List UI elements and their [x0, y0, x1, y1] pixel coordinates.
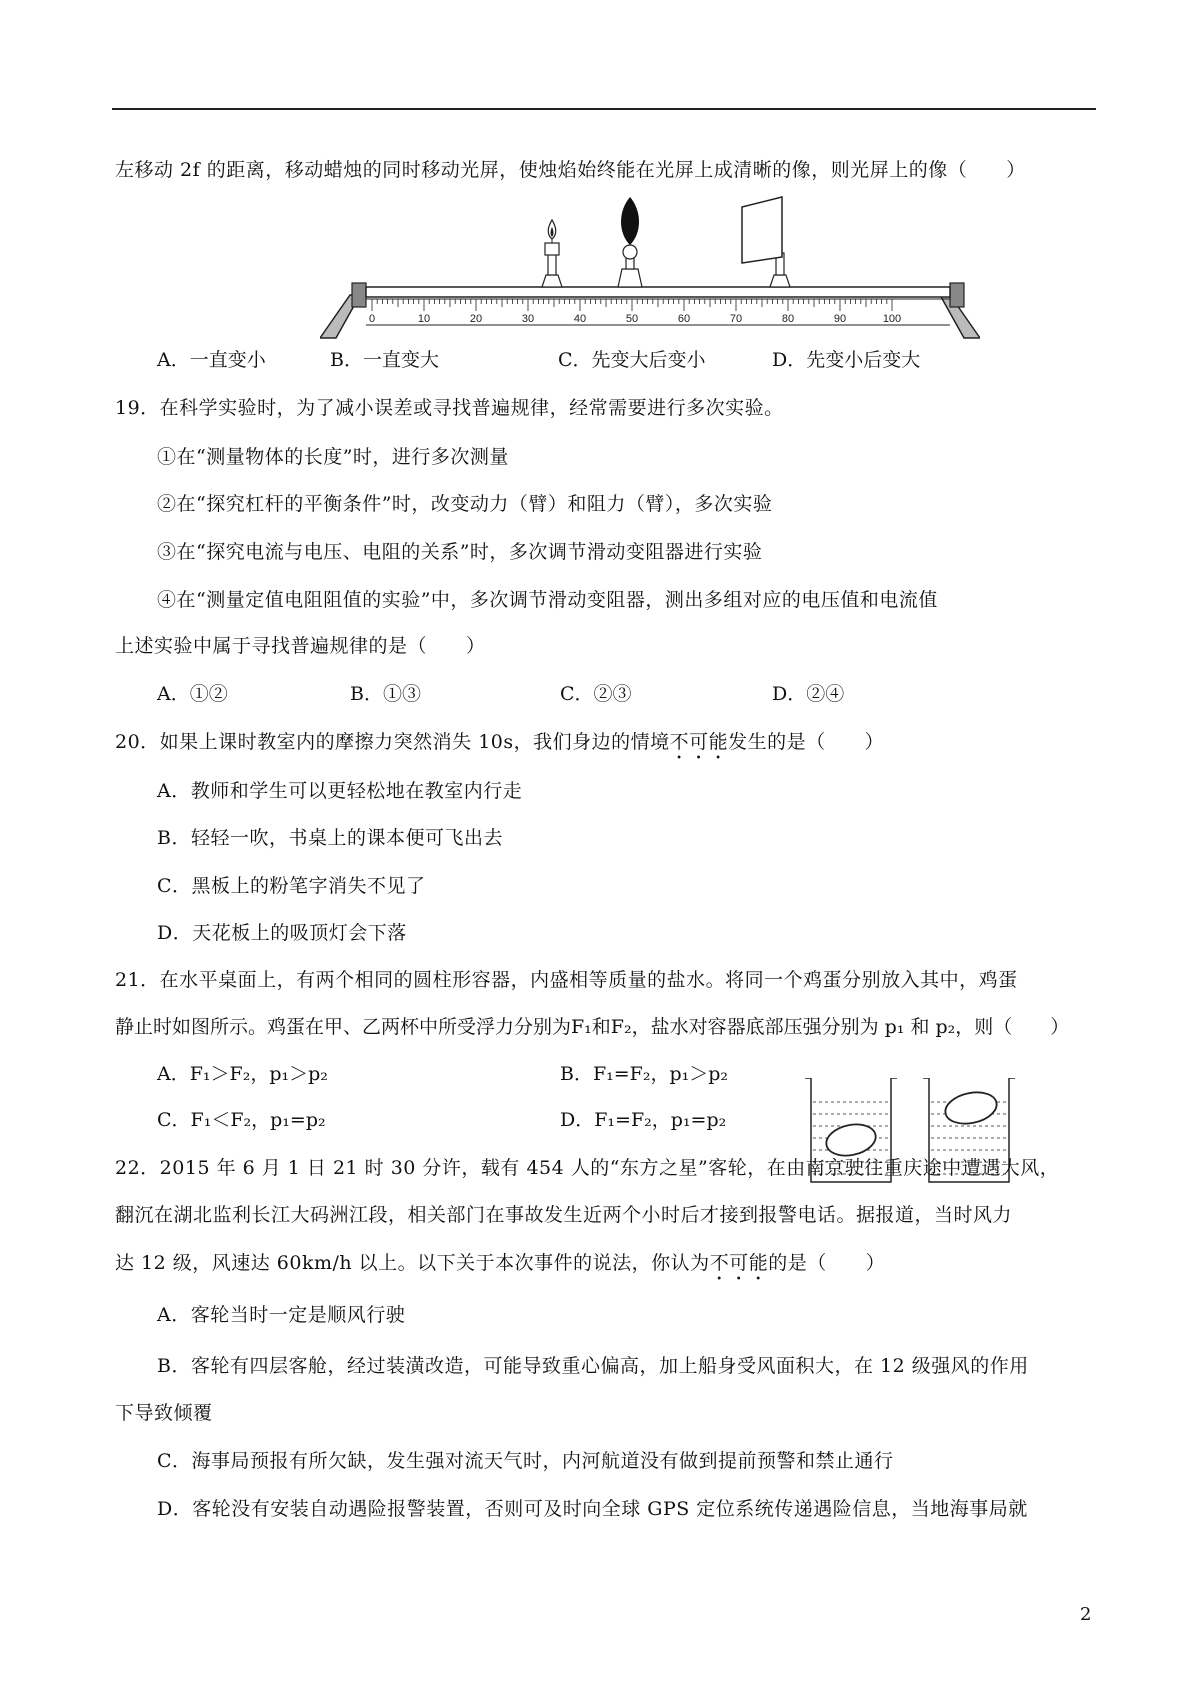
q20-option-a: A．教师和学生可以更轻松地在教室内行走: [157, 780, 523, 802]
q21-option-d: D．F₁=F₂，p₁=p₂: [560, 1109, 727, 1131]
ruler-label: 20: [469, 313, 483, 325]
q18-option-c: C．先变大后变小: [558, 349, 706, 371]
ruler-label: 0: [368, 313, 376, 325]
q20-stem-pre: 20．如果上课时教室内的摩擦力突然消失 10s，我们身边的情境: [115, 731, 670, 753]
q20-option-d: D．天花板上的吸顶灯会下落: [157, 922, 407, 944]
q21-option-a: A．F₁＞F₂，p₁＞p₂: [157, 1063, 328, 1085]
q22-option-d: D．客轮没有安装自动遇险报警装置，否则可及时向全球 GPS 定位系统传递遇险信息，当地海事局就: [157, 1498, 1028, 1520]
ruler-label: 50: [625, 313, 639, 325]
q22-stem-line2: 翻沉在湖北监利长江大码洲江段，相关部门在事故发生近两个小时后才接到报警电话。据报道，当时风力: [115, 1204, 1013, 1226]
q20-stem: [115, 730, 884, 764]
q19-question: 上述实验中属于寻找普遍规律的是（ ）: [115, 635, 486, 657]
q19-option-d: D．②④: [772, 683, 845, 705]
q22-stem-line3: [115, 1251, 885, 1285]
q21-stem-line2: 静止时如图所示。鸡蛋在甲、乙两杯中所受浮力分别为F₁和F₂，盐水对容器底部压强分别为 p₁ 和 p₂，则（ ）: [115, 1016, 1070, 1038]
q20-option-b: B．轻轻一吹，书桌上的课本便可飞出去: [157, 827, 503, 849]
q18-option-b: B．一直变大: [330, 349, 439, 371]
q22-option-c: C．海事局预报有所欠缺，发生强对流天气时，内河航道没有做到提前预警和禁止通行: [157, 1450, 894, 1472]
ruler-label: 80: [781, 313, 795, 325]
ruler-labels: [369, 313, 901, 325]
ruler-label: 70: [729, 313, 743, 325]
q19-item-3: ③在“探究电流与电压、电阻的关系”时，多次调节滑动变阻器进行实验: [157, 541, 763, 563]
q22-stem-line1: 22．2015 年 6 月 1 日 21 时 30 分许，载有 454 人的“东方之星”客轮，在由南京驶往重庆途中遭遇大风，: [115, 1157, 1060, 1179]
q19-option-b: B．①③: [350, 683, 421, 705]
ruler-label: 10: [417, 313, 431, 325]
q22-option-b-cont: 下导致倾覆: [115, 1402, 213, 1424]
optical-bench-figure: [320, 195, 980, 345]
ruler-label: 90: [833, 313, 847, 325]
q22-stem-post: 的是（ ）: [768, 1252, 886, 1274]
ruler-ticks: [372, 299, 892, 311]
ruler-label: 40: [573, 313, 587, 325]
ruler-label: 60: [677, 313, 691, 325]
q18-option-d: D．先变小后变大: [772, 349, 921, 371]
candle-holder: [542, 220, 562, 287]
q19-item-4: ④在“测量定值电阻阻值的实验”中，多次调节滑动变阻器，测出多组对应的电压值和电流值: [157, 589, 938, 611]
q21-option-b: B．F₁=F₂，p₁＞p₂: [560, 1063, 729, 1085]
q20-stem-emphasis: 不可能: [669, 731, 729, 753]
q19-option-c: C．②③: [560, 683, 632, 705]
ruler-label: 30: [521, 313, 535, 325]
q18-stem-tail: 左移动 2f 的距离，移动蜡烛的同时移动光屏，使烛焰始终能在光屏上成清晰的像，则光屏上的像（ ）: [115, 159, 1026, 181]
q19-item-2: ②在“探究杠杆的平衡条件”时，改变动力（臂）和阻力（臂），多次实验: [157, 493, 773, 515]
q21-stem-line1: 21．在水平桌面上，有两个相同的圆柱形容器，内盛相等质量的盐水。将同一个鸡蛋分别放入其中，鸡蛋: [115, 969, 1018, 991]
convex-lens: [618, 197, 642, 287]
q19-stem: 19．在科学实验时，为了减小误差或寻找普遍规律，经常需要进行多次实验。: [115, 397, 784, 419]
q22-option-a: A．客轮当时一定是顺风行驶: [157, 1304, 406, 1326]
q22-stem-emphasis: 不可能: [709, 1252, 769, 1274]
q18-option-a: A．一直变小: [157, 349, 266, 371]
q20-option-c: C．黑板上的粉笔字消失不见了: [157, 875, 426, 897]
page-number: 2: [1080, 1604, 1092, 1625]
q22-stem-pre: 达 12 级，风速达 60km/h 以上。以下关于本次事件的说法，你认为: [115, 1252, 710, 1274]
q22-option-b: B．客轮有四层客舱，经过装潢改造，可能导致重心偏高，加上船身受风面积大，在 12 级强风的作用: [157, 1355, 1029, 1377]
q20-stem-post: 发生的是（ ）: [728, 731, 885, 753]
ruler-label: 100: [882, 313, 902, 325]
header-rule: [112, 108, 1096, 110]
light-screen: [742, 197, 790, 287]
q19-option-a: A．①②: [157, 683, 228, 705]
q19-item-1: ①在“测量物体的长度”时，进行多次测量: [157, 446, 509, 468]
q21-option-c: C．F₁＜F₂，p₁=p₂: [157, 1109, 326, 1131]
